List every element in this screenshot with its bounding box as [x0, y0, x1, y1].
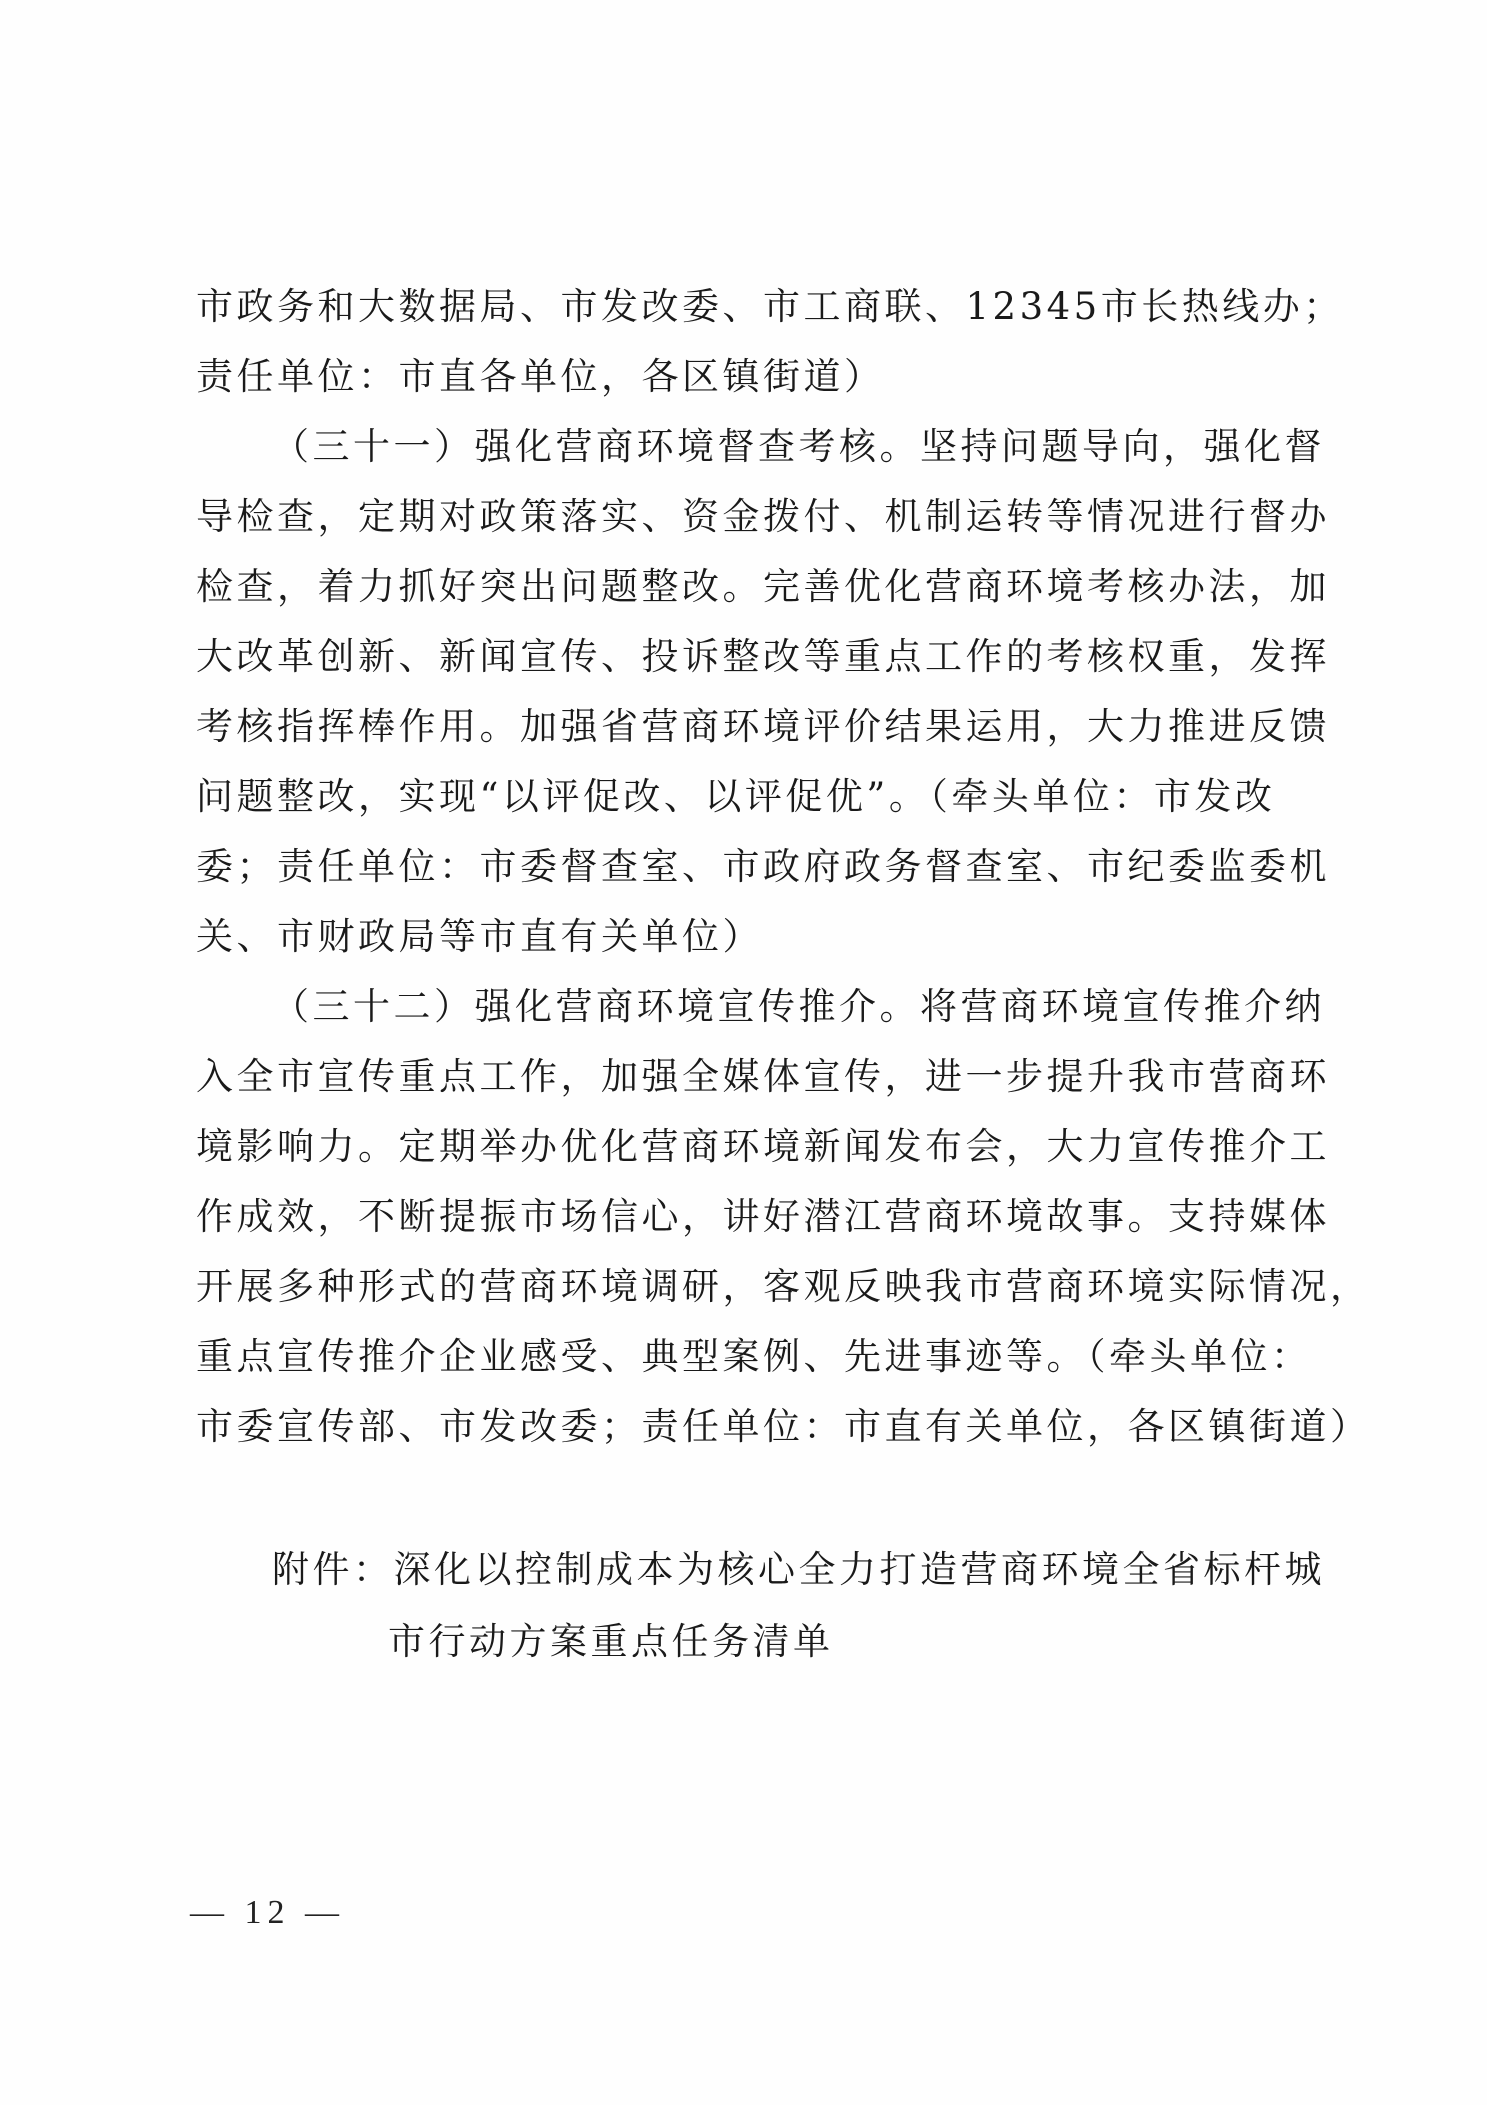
body-line: 作成效，不断提振市场信心，讲好潜江营商环境故事。支持媒体: [196, 1195, 1330, 1238]
body-line: 关、市财政局等市直有关单位）: [196, 915, 763, 958]
body-line: 重点宣传推介企业感受、典型案例、先进事迹等。（牵头单位：: [196, 1335, 1312, 1378]
section-31-heading-line: （三十一）强化营商环境督查考核。坚持问题导向，强化督: [272, 425, 1325, 468]
body-line: 问题整改，实现“以评促改、以评促优”。（牵头单位：市发改: [196, 775, 1276, 818]
body-line: 入全市宣传重点工作，加强全媒体宣传，进一步提升我市营商环: [196, 1055, 1330, 1098]
attachment-title-part-1: 深化以控制成本为核心全力打造营商环境全省标杆城: [393, 1548, 1325, 1591]
body-line: 考核指挥棒作用。加强省营商环境评价结果运用，大力推进反馈: [196, 705, 1330, 748]
body-line: 开展多种形式的营商环境调研，客观反映我市营商环境实际情况，: [196, 1265, 1371, 1308]
body-line: 委；责任单位：市委督查室、市政府政务督查室、市纪委监委机: [196, 845, 1330, 888]
body-line: 境影响力。定期举办优化营商环境新闻发布会，大力宣传推介工: [196, 1125, 1330, 1168]
body-line: 责任单位：市直各单位，各区镇街道）: [196, 355, 885, 398]
attachment-title-part-2: 市行动方案重点任务清单: [388, 1620, 834, 1663]
body-line: 导检查，定期对政策落实、资金拨付、机制运转等情况进行督办: [196, 495, 1330, 538]
body-line: 检查，着力抓好突出问题整改。完善优化营商环境考核办法，加: [196, 565, 1330, 608]
attachment-line-1: [272, 1534, 1325, 1606]
body-text: [196, 272, 1371, 1462]
attachment-label: 附件：: [272, 1548, 394, 1591]
body-line: 大改革创新、新闻宣传、投诉整改等重点工作的考核权重，发挥: [196, 635, 1330, 678]
page-number: — 12 —: [190, 1894, 345, 1931]
body-line: 市委宣传部、市发改委；责任单位：市直有关单位，各区镇街道）: [196, 1405, 1371, 1448]
attachment-note: [272, 1534, 1325, 1678]
body-line: 市政务和大数据局、市发改委、市工商联、12345市长热线办；: [196, 285, 1344, 328]
section-32-heading-line: （三十二）强化营商环境宣传推介。将营商环境宣传推介纳: [272, 985, 1325, 1028]
